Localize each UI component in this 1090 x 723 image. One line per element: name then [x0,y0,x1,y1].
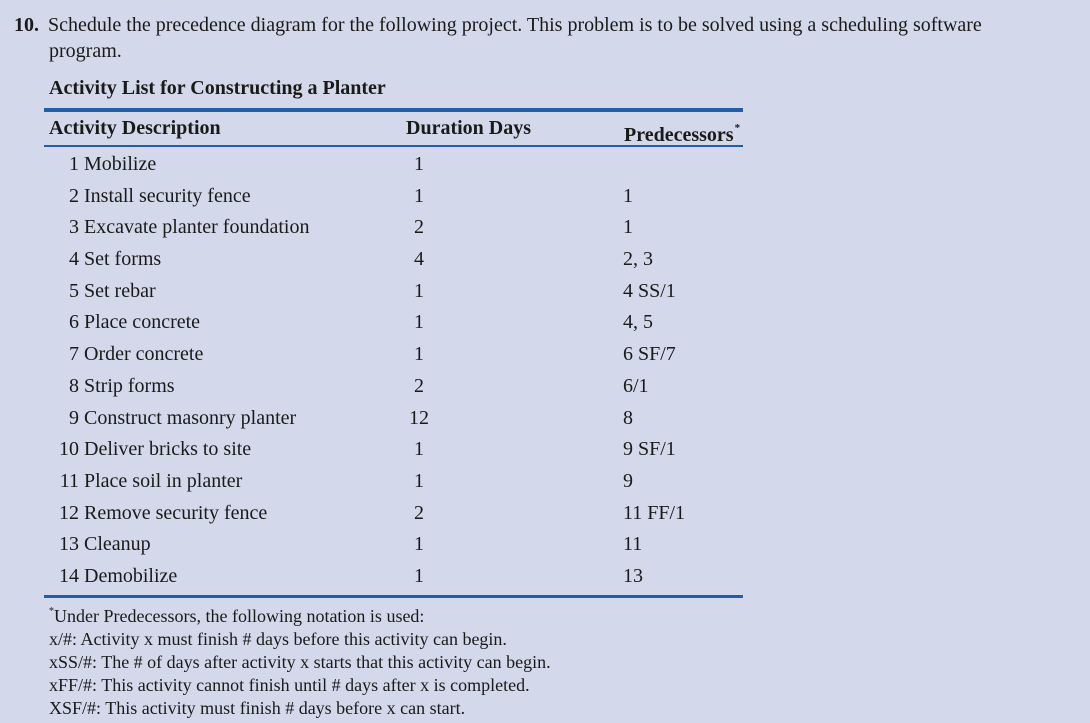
activity-number: 4 [69,248,79,271]
table-row [44,500,743,532]
table-row [44,373,743,405]
activity-description: Mobilize [84,153,157,175]
predecessors-cell: 1 [623,216,633,239]
duration-cell: 1 [414,343,424,366]
predecessors-cell: 6 SF/7 [623,343,676,366]
activity-description: Construct masonry planter [84,406,297,429]
table-row [44,183,743,215]
predecessors-cell: 9 [623,469,633,492]
activity-table [44,108,743,598]
activity-cell [49,533,151,556]
activity-cell [49,502,267,525]
header-duration: Duration Days [406,117,532,139]
duration-cell: 1 [414,153,424,175]
duration-cell: 1 [414,469,424,492]
activity-number: 12 [59,501,79,524]
table-row [44,436,743,468]
activity-description: Place soil in planter [84,469,243,492]
table-header-row [44,112,743,145]
footnote-line [49,600,551,628]
activity-description: Order concrete [84,343,204,366]
table-row [44,468,743,500]
activity-number: 7 [69,343,79,366]
duration-cell: 4 [414,248,424,271]
footnote-text: XSF/#: This activity must finish # days before x can start. [49,698,466,718]
predecessors-cell: 11 FF/1 [623,501,686,524]
activity-description: Strip forms [84,374,175,397]
activity-description: Remove security fence [84,501,268,524]
predecessors-cell: 9 SF/1 [623,438,676,461]
activity-cell [49,407,296,430]
table-row [44,151,743,183]
problem-text-line2: program. [49,40,122,62]
header-predecessors [624,122,740,147]
table-row [44,214,743,246]
activity-number: 11 [59,469,79,492]
footnote-text: x/#: Activity x must finish # days before this activity can begin. [49,629,507,649]
duration-cell: 2 [414,216,424,239]
activity-cell [49,185,251,208]
header-activity: Activity Description [49,117,221,139]
duration-cell: 2 [414,501,424,524]
activity-description: Install security fence [84,184,251,207]
activity-number: 9 [69,406,79,429]
predecessors-cell: 1 [623,184,633,207]
activity-number: 3 [69,216,79,239]
activity-cell [49,565,177,588]
activity-cell [49,311,200,334]
activity-cell [49,216,309,239]
activity-number: 2 [69,184,79,207]
activity-description: Set forms [84,248,162,271]
footnote-line [49,651,551,674]
activity-number: 8 [69,374,79,397]
activity-cell [49,438,251,461]
activity-number: 5 [69,279,79,302]
table-row [44,531,743,563]
activity-cell [49,470,242,493]
activity-cell [49,280,156,303]
table-row [44,278,743,310]
activity-number: 10 [59,438,79,461]
table-row [44,309,743,341]
activity-description: Demobilize [84,564,178,587]
predecessors-cell: 13 [623,564,643,587]
footnote-text: xFF/#: This activity cannot finish until # days after x is completed. [49,675,530,695]
footnote-text: xSS/#: The # of days after activity x starts that this activity can begin. [49,652,551,672]
activity-description: Cleanup [84,533,151,556]
table-row [44,341,743,373]
duration-cell: 1 [414,438,424,461]
problem-statement [14,12,1074,64]
activity-number: 1 [69,153,79,175]
predecessors-cell: 6/1 [623,374,649,397]
table-row [44,246,743,278]
duration-cell: 1 [414,184,424,207]
activity-cell [49,153,156,176]
activity-description: Place concrete [84,311,201,334]
predecessors-cell: 2, 3 [623,248,653,271]
predecessors-cell: 8 [623,406,633,429]
duration-cell: 2 [414,374,424,397]
table-row [44,405,743,437]
header-predecessors-label: Predecessors [624,124,734,146]
duration-cell: 1 [414,564,424,587]
activity-cell [49,343,203,366]
duration-cell: 1 [414,533,424,556]
predecessors-cell: 11 [623,533,643,556]
table-body [44,147,743,595]
footnote-line [49,697,551,720]
problem-text-line1: Schedule the precedence diagram for the following project. This problem is to be solved using a scheduling software [48,14,982,36]
activity-description: Excavate planter foundation [84,216,310,239]
predecessors-cell: 4 SS/1 [623,279,676,302]
activity-number: 6 [69,311,79,334]
footnote-mark: * [49,606,54,617]
activity-description: Set rebar [84,279,156,302]
predecessors-cell: 4, 5 [623,311,653,334]
problem-number: 10. [14,14,39,36]
footnote-text: Under Predecessors, the following notation is used: [54,606,425,626]
activity-number: 13 [59,533,79,556]
footnote [49,600,551,720]
activity-cell [49,375,175,398]
duration-cell: 1 [414,279,424,302]
activity-description: Deliver bricks to site [84,438,252,461]
duration-cell: 12 [409,406,429,429]
table-bottom-rule [44,595,743,598]
table-row [44,563,743,595]
activity-cell [49,248,161,271]
footnote-line [49,628,551,651]
table-title: Activity List for Constructing a Planter [49,77,386,99]
activity-number: 14 [59,564,79,587]
footnote-marker: * [734,122,741,134]
footnote-line [49,674,551,697]
duration-cell: 1 [414,311,424,334]
